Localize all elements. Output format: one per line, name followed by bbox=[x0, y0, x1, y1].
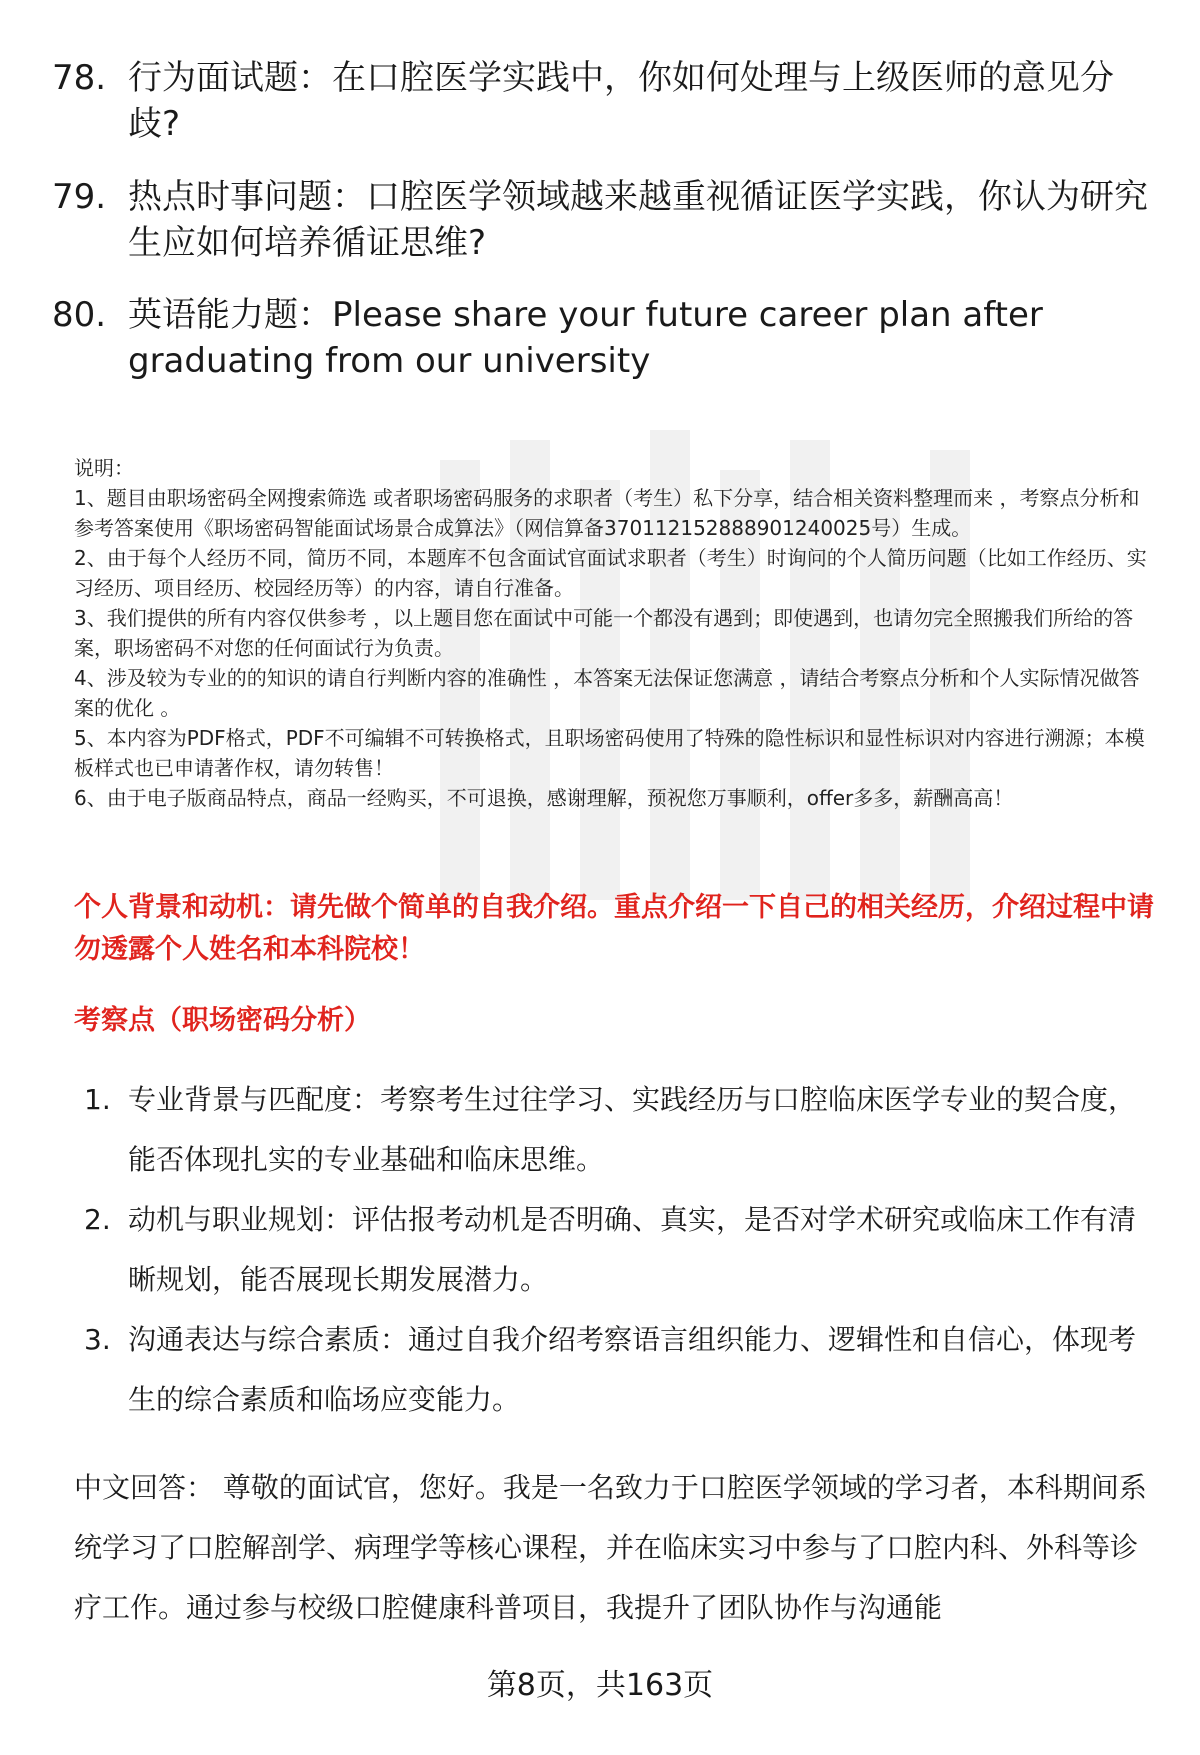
analysis-point bbox=[84, 1070, 1159, 1190]
point-text: 动机与职业规划：评估报考动机是否明确、真实，是否对学术研究或临床工作有清晰规划，能否展现长期发展潜力。 bbox=[128, 1203, 1137, 1296]
point-number: 1. bbox=[84, 1083, 111, 1116]
point-text: 专业背景与匹配度：考察考生过往学习、实践经历与口腔临床医学专业的契合度，能否体现扎实的专业基础和临床思维。 bbox=[128, 1083, 1137, 1176]
point-number: 3. bbox=[84, 1323, 111, 1356]
notes-item: 5、本内容为PDF格式，PDF不可编辑不可转换格式，且职场密码使用了特殊的隐性标识和显性标识对内容进行溯源；本模板样式也已申请著作权，请勿转售！ bbox=[74, 726, 1145, 780]
analysis-point bbox=[84, 1190, 1159, 1310]
analysis-points bbox=[84, 1070, 1159, 1430]
notes-item: 3、我们提供的所有内容仅供参考 ，以上题目您在面试中可能一个都没有遇到；即使遇到，也请勿完全照搬我们所给的答案，职场密码不对您的任何面试行为负责。 bbox=[74, 606, 1134, 660]
question-80 bbox=[52, 292, 1152, 384]
question-79 bbox=[52, 174, 1152, 266]
question-78 bbox=[52, 55, 1152, 147]
point-number: 2. bbox=[84, 1203, 111, 1236]
question-text: 行为面试题：在口腔医学实践中，你如何处理与上级医师的意见分歧? bbox=[128, 58, 1114, 144]
point-text: 沟通表达与综合素质：通过自我介绍考察语言组织能力、逻辑性和自信心，体现考生的综合素质和临场应变能力。 bbox=[128, 1323, 1137, 1416]
main-question-heading: 个人背景和动机：请先做个简单的自我介绍。重点介绍一下自己的相关经历，介绍过程中请勿透露个人姓名和本科院校！ bbox=[74, 892, 1154, 965]
notes-item: 6、由于电子版商品特点，商品一经购买，不可退换，感谢理解，预祝您万事顺利，offer多多，薪酬高高！ bbox=[74, 786, 1014, 810]
analysis-heading: 考察点（职场密码分析） bbox=[74, 1005, 371, 1036]
question-text: 英语能力题：Please share your future career plan after graduating from our university bbox=[128, 295, 1043, 381]
question-text: 热点时事问题：口腔医学领域越来越重视循证医学实践，你认为研究生应如何培养循证思维? bbox=[128, 177, 1148, 263]
notes-item: 2、由于每个人经历不同，简历不同，本题库不包含面试官面试求职者（考生）时询问的个人简历问题（比如工作经历、实习经历、项目经历、校园经历等）的内容，请自行准备。 bbox=[74, 546, 1147, 600]
analysis-point bbox=[84, 1310, 1159, 1430]
notes-item: 4、涉及较为专业的的知识的请自行判断内容的准确性 ，本答案无法保证您满意 ，请结合考察点分析和个人实际情况做答案的优化 。 bbox=[74, 666, 1140, 720]
notes-item: 1、题目由职场密码全网搜索筛选 或者职场密码服务的求职者（考生）私下分享，结合相关资料整理而来 ，考察点分析和参考答案使用《职场密码智能面试场景合成算法》（网信算备370112152888901240025号）生成。 bbox=[74, 486, 1140, 540]
question-number: 80. bbox=[52, 295, 107, 335]
question-number: 79. bbox=[52, 177, 107, 217]
page-footer: 第8页，共163页 bbox=[486, 1668, 714, 1703]
disclaimer-notes bbox=[74, 453, 1159, 813]
answer-paragraph: 中文回答： 尊敬的面试官，您好。我是一名致力于口腔医学领域的学习者，本科期间系统学习了口腔解剖学、病理学等核心课程，并在临床实习中参与了口腔内科、外科等诊疗工作。通过参与校级口腔健康科普项目，我提升了团队协作与沟通能 bbox=[74, 1471, 1147, 1624]
notes-title: 说明： bbox=[74, 456, 134, 480]
question-number: 78. bbox=[52, 58, 107, 98]
